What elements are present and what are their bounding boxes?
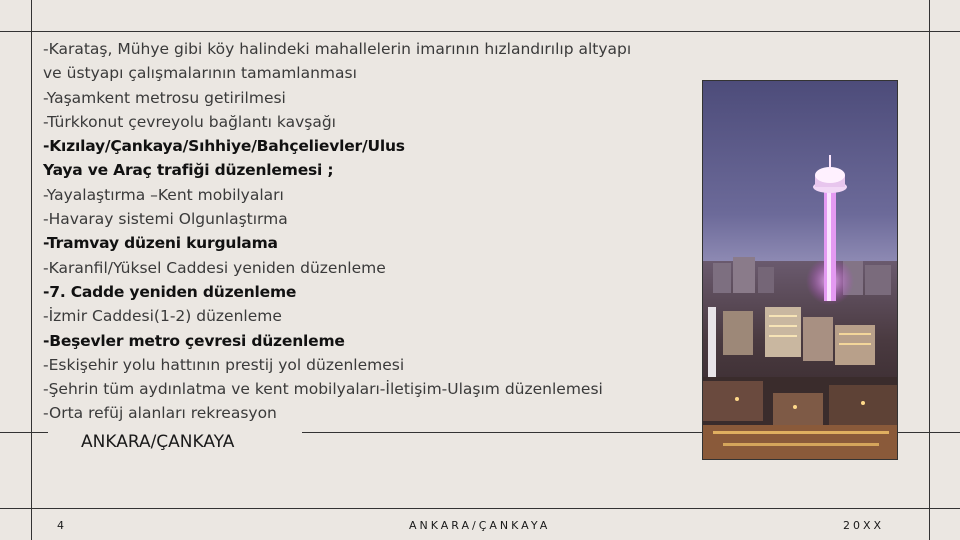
body-line: -Eskişehir yolu hattının prestij yol düzenlemesi (43, 355, 405, 374)
body-line: ve üstyapı çalışmalarının tamamlanması (43, 64, 357, 83)
body-line: -Yaşamkent metrosu getirilmesi (43, 88, 286, 107)
slide-body-text (43, 37, 683, 426)
body-line: -Tramvay düzeni kurgulama (43, 234, 278, 253)
city-skyline-illustration (703, 81, 898, 460)
body-line: -Orta refüj alanları rekreasyon (43, 404, 277, 423)
body-line: -Şehrin tüm aydınlatma ve kent mobilyaları-İletişim-Ulaşım düzenlemesi (43, 380, 603, 399)
slide-subtitle: ANKARA/ÇANKAYA (81, 432, 235, 452)
frame-line-bottom (0, 508, 960, 509)
footer-title: ANKARA/ÇANKAYA (409, 519, 551, 532)
body-line: -Beşevler metro çevresi düzenleme (43, 331, 345, 350)
body-line: -Kızılay/Çankaya/Sıhhiye/Bahçelievler/Ulus (43, 137, 405, 156)
body-line: -Karataş, Mühye gibi köy halindeki mahallelerin imarının hızlandırılıp altyapı (43, 40, 632, 58)
body-line: -Yayalaştırma –Kent mobilyaları (43, 185, 284, 204)
body-line: -Karanfil/Yüksel Caddesi yeniden düzenleme (43, 258, 386, 277)
body-line: -İzmir Caddesi(1-2) düzenleme (43, 307, 282, 326)
frame-line-left (31, 0, 32, 540)
footer-page-number: 4 (57, 519, 64, 532)
atakule-city-photo (702, 80, 898, 460)
body-line: -Türkkonut çevreyolu bağlantı kavşağı (43, 112, 336, 131)
frame-line-top (0, 31, 960, 32)
body-line: Yaya ve Araç trafiği düzenlemesi ; (43, 161, 334, 180)
body-line: -7. Cadde yeniden düzenleme (43, 282, 297, 301)
body-line: -Havaray sistemi Olgunlaştırma (43, 210, 288, 229)
frame-line-right (929, 0, 930, 540)
frame-line-middle-left (0, 432, 48, 433)
footer-year: 20XX (843, 519, 885, 532)
